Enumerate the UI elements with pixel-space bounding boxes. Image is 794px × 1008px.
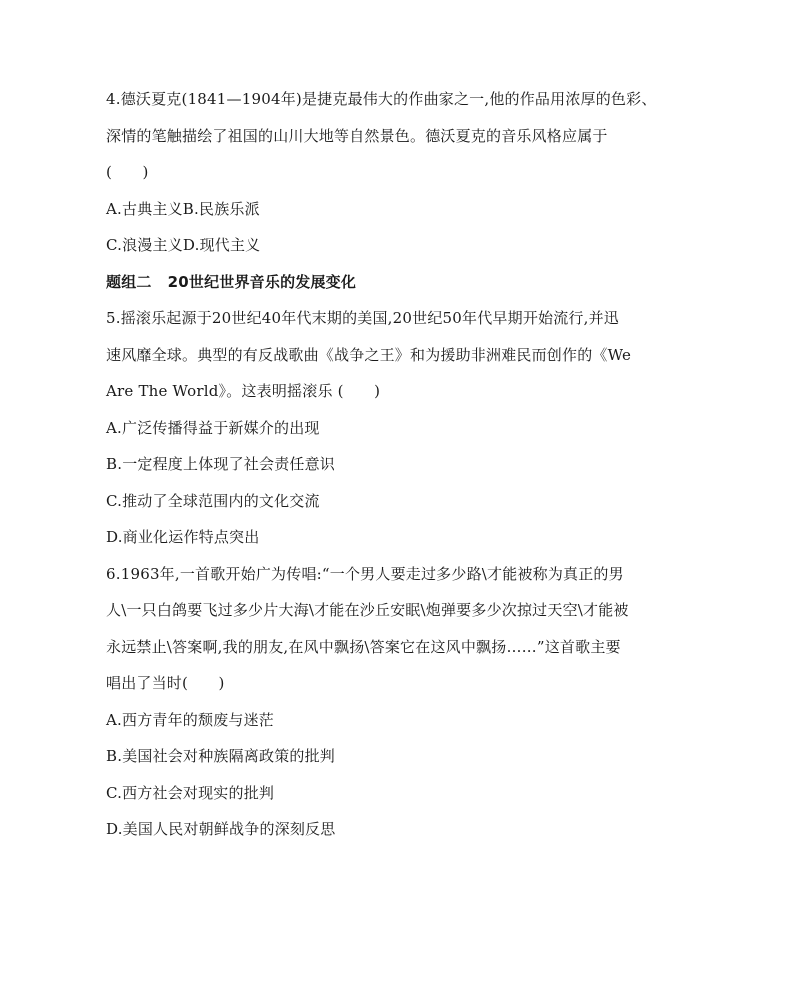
section-label: 题组二: [106, 272, 152, 291]
question-6-line-1: 6.1963年,一首歌开始广为传唱:“一个男人要走过多少路\才能被称为真正的男: [106, 564, 624, 583]
question-6-line-4: 唱出了当时( ): [106, 674, 225, 692]
question-5-option-a: A.广泛传播得益于新媒介的出现: [106, 418, 320, 437]
document-page: [106, 88, 706, 855]
question-5-line-3: Are The World》。这表明摇滚乐 ( ): [106, 382, 381, 400]
question-4-line-3: ( ): [106, 163, 149, 181]
question-4-line-2: 深情的笔触描绘了祖国的山川大地等自然景色。德沃夏克的音乐风格应属于: [106, 126, 608, 145]
question-6-option-a: A.西方青年的颓废与迷茫: [106, 710, 275, 729]
question-4-options-cd: C.浪漫主义D.现代主义: [106, 236, 261, 254]
question-6-option-c: C.西方社会对现实的批判: [106, 783, 275, 802]
question-5-option-c: C.推动了全球范围内的文化交流: [106, 491, 320, 510]
question-4-line-1: 4.德沃夏克(1841—1904年)是捷克最伟大的作曲家之一,他的作品用浓厚的色彩、: [106, 90, 657, 108]
section-title: 20世纪世界音乐的发展变化: [167, 272, 357, 291]
question-6-line-2: 人\一只白鸽要飞过多少片大海\才能在沙丘安眠\炮弹要多少次掠过天空\才能被: [106, 601, 629, 619]
question-5-line-2: 速风靡全球。典型的有反战歌曲《战争之王》和为援助非洲难民而创作的《We: [106, 345, 632, 364]
question-5-option-b: B.一定程度上体现了社会责任意识: [106, 455, 335, 473]
question-5-option-d: D.商业化运作特点突出: [106, 528, 260, 546]
question-6-option-b: B.美国社会对种族隔离政策的批判: [106, 747, 335, 765]
section-heading: [106, 271, 706, 308]
question-6-line-3: 永远禁止\答案啊,我的朋友,在风中飘扬\答案它在这风中飘扬……”这首歌主要: [106, 637, 621, 656]
question-4-options-ab: A.古典主义B.民族乐派: [106, 199, 260, 218]
question-5-line-1: 5.摇滚乐起源于20世纪40年代末期的美国,20世纪50年代早期开始流行,并迅: [106, 309, 619, 327]
question-6-option-d: D.美国人民对朝鲜战争的深刻反思: [106, 820, 336, 838]
